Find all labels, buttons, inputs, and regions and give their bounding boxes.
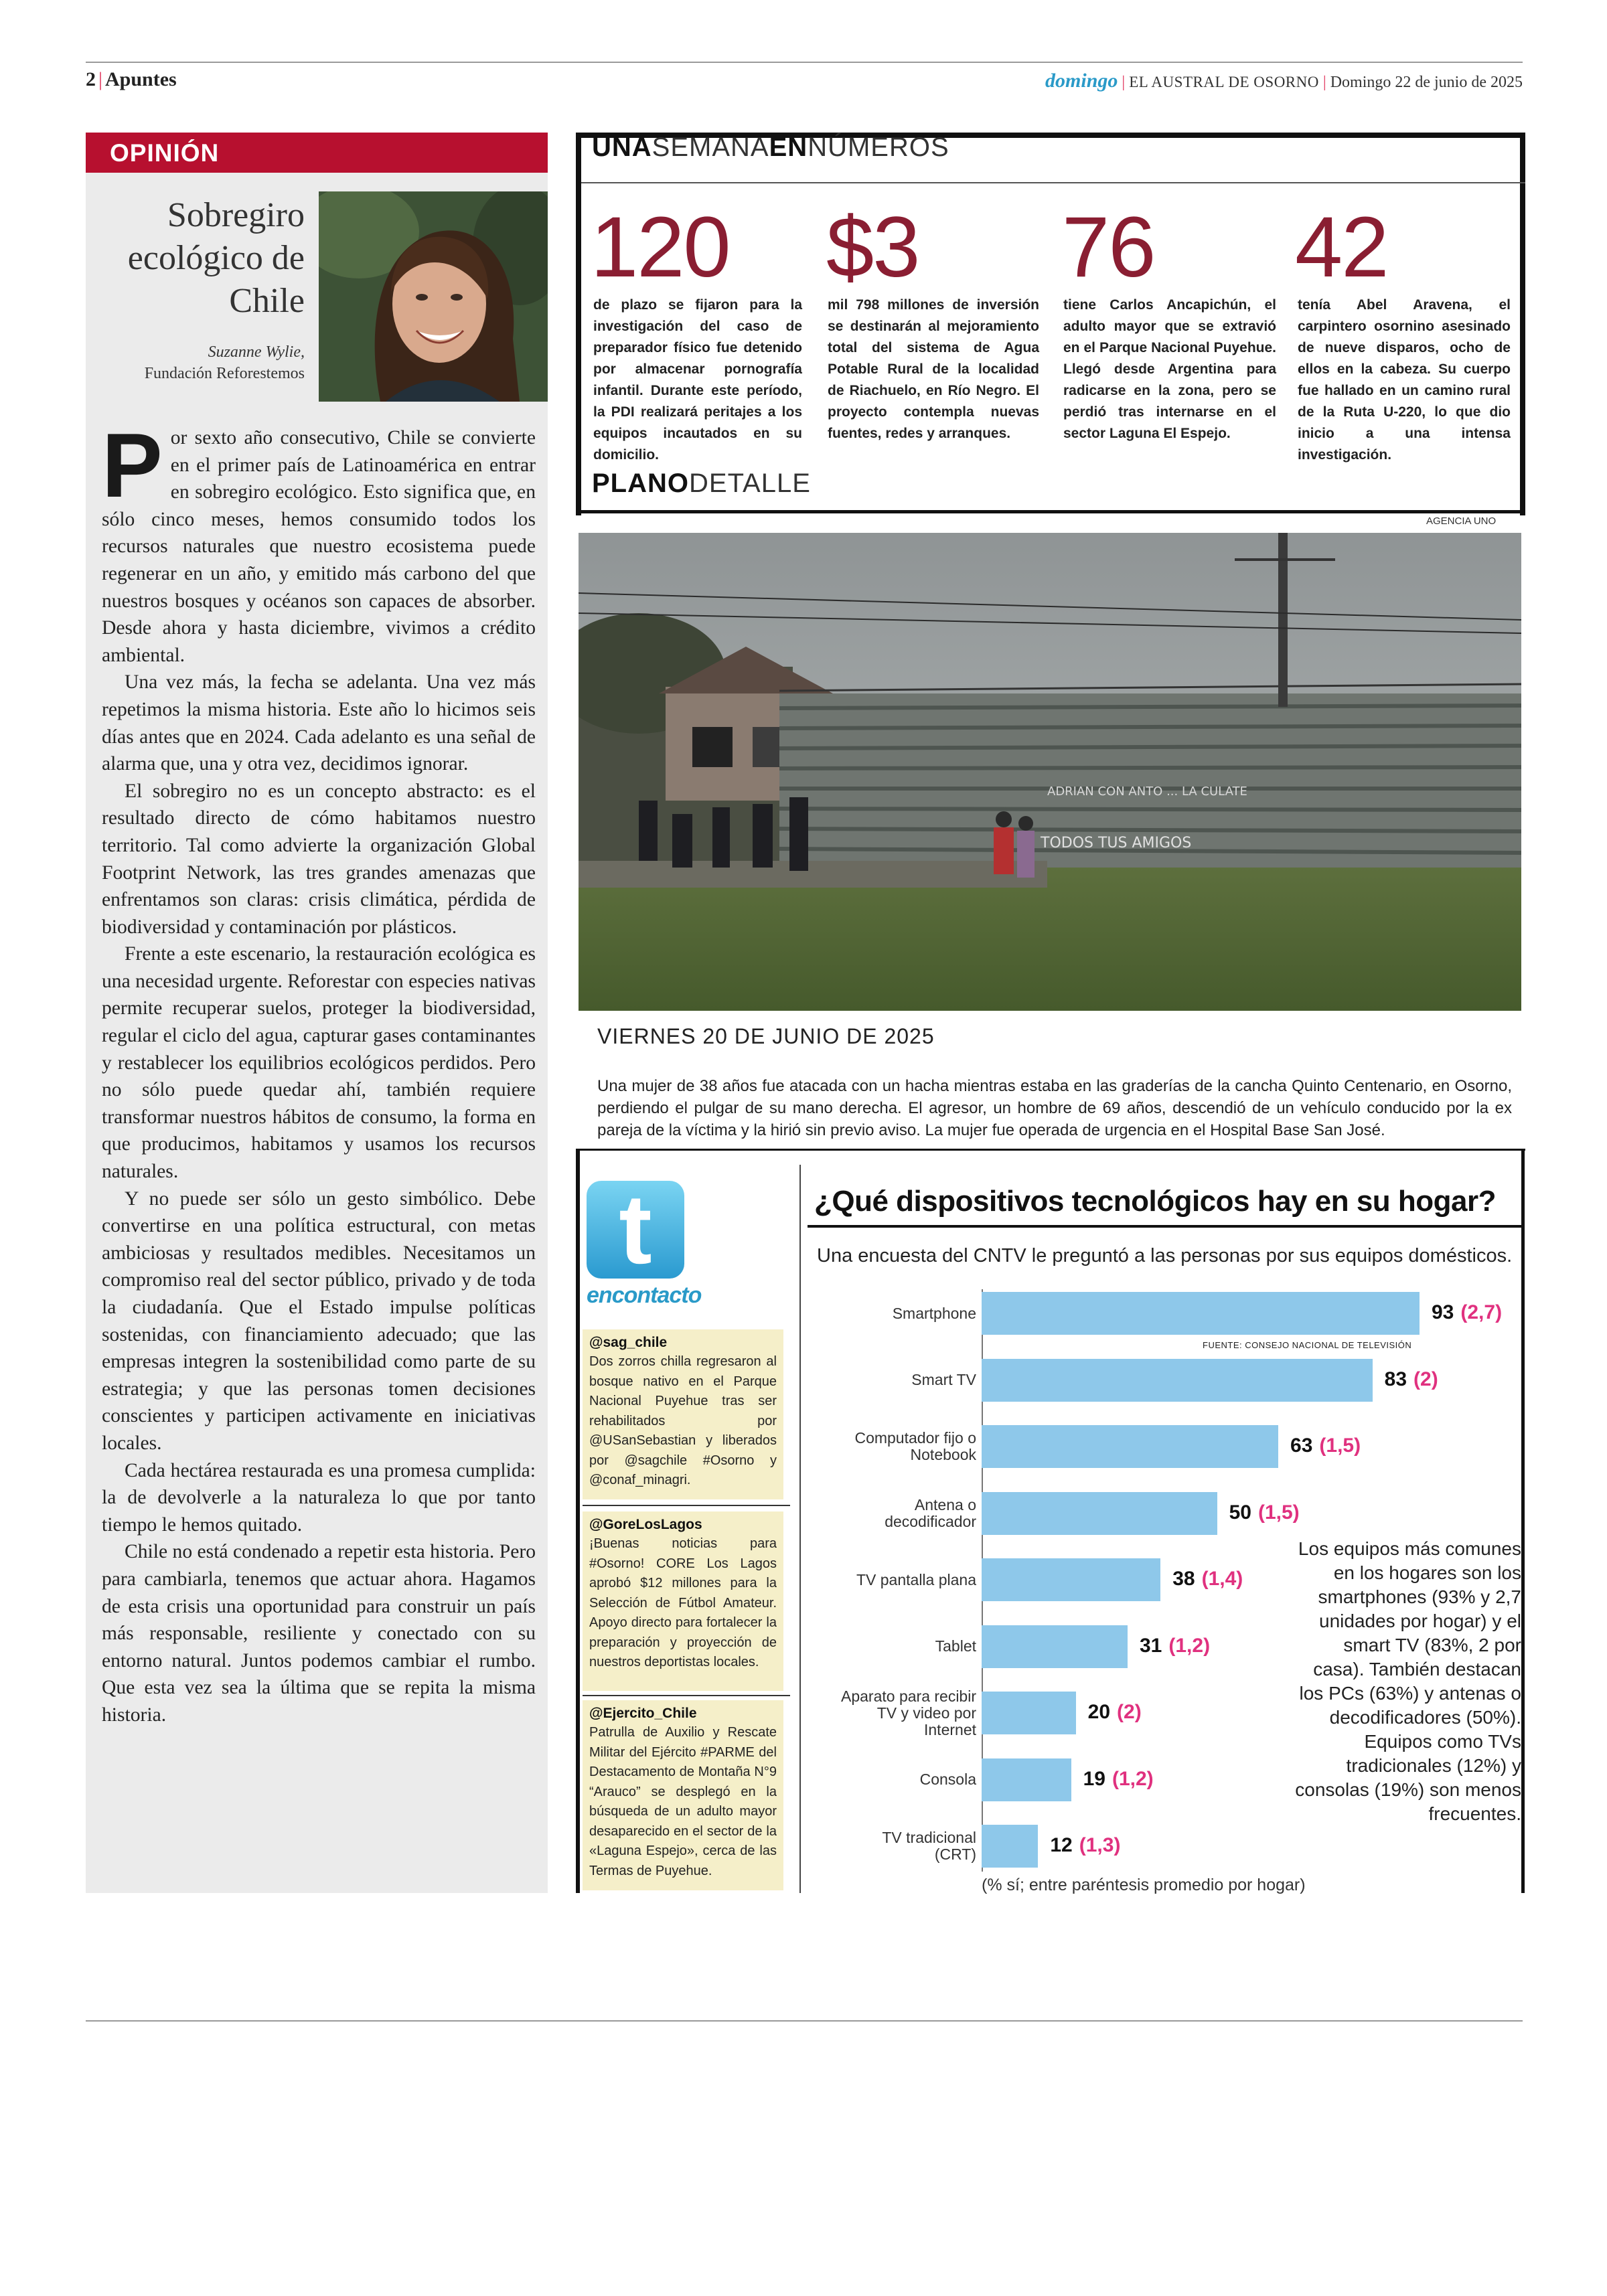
chart-bar (982, 1758, 1071, 1801)
tweet-card (583, 1700, 783, 1890)
title-part: SEMANA (652, 133, 769, 162)
value-average: (2) (1117, 1701, 1142, 1723)
value-percent: 12 (1050, 1834, 1073, 1856)
value-percent: 20 (1087, 1701, 1111, 1723)
semana-title (592, 133, 949, 163)
chart-bar (982, 1425, 1278, 1468)
frame-rule (576, 133, 581, 515)
value-percent: 38 (1172, 1568, 1195, 1590)
chart-bar (982, 1625, 1128, 1668)
value-average: (1,5) (1319, 1434, 1361, 1457)
title-part: UNA (592, 133, 652, 162)
value-average: (2) (1413, 1368, 1438, 1390)
chart-category-label (782, 1572, 976, 1588)
value-average: (1,4) (1201, 1568, 1243, 1590)
chart-value-label (1432, 1301, 1502, 1324)
tweet-card (583, 1329, 783, 1499)
frame-rule (1520, 133, 1525, 515)
opinion-paragraph: Chile no está condenado a repetir esta historia. Pero para cambiarla, tenemos que actuar ahora. Hagamos de esta crisis una oportunidad para construir un país más responsable, resiliente y conectado con su entorno natural. Juntos podemos cambiar el rumbo. Que esta vez sea la última que se repita la misma historia. (102, 1541, 536, 1726)
category-label-line: Smart TV (911, 1371, 976, 1388)
header-separator: | (1318, 74, 1330, 91)
chart-value-label (1229, 1501, 1300, 1524)
label-part: contacto (611, 1283, 702, 1308)
category-label-line: TV y video por (876, 1704, 976, 1722)
value-percent: 19 (1083, 1767, 1105, 1790)
chart-summary: Los equipos más comunes en los hogares son los smartphones (93% y 2,7 unidades por hogar) y el smart TV (83%, 2 por casa). También destacan los PCs (63%) y antenas o decodificadores (50%). Equipos como TVs tradicionales (12%) y consolas (19%) son menos frecuentes. (1295, 1538, 1521, 1824)
chart-category-label (782, 1305, 976, 1322)
chart-title-rule (808, 1225, 1521, 1228)
chart-category-label (782, 1372, 976, 1388)
chart-value-label (1140, 1635, 1210, 1657)
news-photo (579, 533, 1521, 1011)
category-label-line: Internet (924, 1720, 976, 1738)
chart-source: FUENTE: CONSEJO NACIONAL DE TELEVISIÓN (1203, 1340, 1412, 1350)
opinion-paragraph: El sobregiro no es un concepto abstracto: es el resultado directo de cómo habitamos nuestro territorio. Tal como advierte la organización Global Footprint Network, las tres grandes amenazas que enfrentamos son claras: crisis climática, pérdida de biodiversidad y contaminación por plásticos. (102, 780, 536, 938)
photo-date: VIERNES 20 DE JUNIO DE 2025 (597, 1024, 935, 1048)
category-label-line: Consola (919, 1771, 976, 1788)
tweet-handle: @sag_chile (589, 1335, 668, 1350)
chart-value-label (1050, 1834, 1120, 1857)
chart-category-label (782, 1829, 976, 1863)
chart-bar (982, 1558, 1160, 1601)
header-separator: | (1118, 74, 1130, 91)
category-label-line: Computador fijo o (854, 1429, 976, 1447)
value-percent: 93 (1432, 1301, 1454, 1323)
label-part: en (587, 1283, 612, 1308)
photo-credit: AGENCIA UNO (1426, 515, 1497, 527)
title-part: DETALLE (689, 469, 811, 498)
photo-caption: Una mujer de 38 años fue atacada con un hacha mientras estaba en las graderías de la cancha Quinto Centenario, en Osorno, perdiendo el pulgar de su mano derecha. El agresor, un hombre de 69 años, descendió de un vehículo conducido por la ex pareja de la víctima y la hirió sin previo aviso. La mujer fue operada de urgencia en el Hospital Base San José. (597, 1077, 1512, 1139)
opinion-paragraph: Y no puede ser sólo un gesto simbólico. Debe convertirse en una política estructural, con metas ambiciosas y resultados medibles. Necesitamos un compromiso real del sector público, privado y de toda la ciudadanía. Que el Estado impulse políticas sostenidas, con financiamiento adecuado; que las empresas integren la sostenibilidad como parte de su estrategia; y que las personas tomen decisiones conscientes y participen activamente en iniciativas locales. (102, 1187, 536, 1454)
opinion-paragraph: Cada hectárea restaurada es una promesa cumplida: la de devolverle a la naturaleza lo que por tanto tiempo le hemos quitado. (102, 1459, 536, 1536)
category-label-line: Smartphone (892, 1304, 976, 1322)
category-label-line: Tablet (935, 1637, 976, 1655)
value-average: (1,2) (1168, 1634, 1211, 1657)
footer-rule (86, 2020, 1523, 2022)
category-label-line: Notebook (910, 1446, 976, 1463)
stat-number: 42 (1295, 199, 1388, 295)
page-header-right (1045, 70, 1523, 92)
value-average: (1,5) (1257, 1501, 1300, 1524)
opinion-paragraph: Frente a este escenario, la restauración ecológica es una necesidad urgente. Reforestar con especies nativas permite recuperar suelos, proteger la biodiversidad, regular el ciclo del agua, capturar gases contaminantes y restablecer los equilibrios ecológicos perdidos. Pero no sólo puede quedar ahí, también requiere transformar nuestros hábitos de consumo, la forma en que producimos, habitamos y usamos los recursos naturales. (102, 943, 536, 1183)
drop-cap: P (102, 414, 163, 516)
category-label-line: decodificador (885, 1512, 976, 1530)
plano-title (592, 469, 811, 499)
section-name: Apuntes (105, 68, 177, 90)
chart-title: ¿Qué dispositivos tecnológicos hay en su hogar? (814, 1185, 1496, 1218)
chart-category-label (782, 1771, 976, 1788)
semana-rule (581, 182, 1525, 183)
category-label-line: Antena o (914, 1495, 976, 1513)
chart-bar (982, 1359, 1373, 1402)
stat-number: $3 (826, 199, 919, 295)
tweet-handle: @Ejercito_Chile (589, 1706, 697, 1721)
opinion-paragraph: Una vez más, la fecha se adelanta. Una vez más repetimos la misma historia. Este año lo hicimos seis días antes que en 2024. Cada adelanto es una señal de alarma que, una y otra vez, decidimos ignorar. (102, 671, 536, 775)
title-part: EN (769, 133, 808, 162)
chart-value-label (1083, 1768, 1154, 1791)
paragraph-text: or sexto año consecutivo, Chile se convierte en el primer país de Latinoamérica en entrar en sobregiro ecológico. Esto significa que, en sólo cinco meses, hemos consumido todos los recursos naturales que nuestro ecosistema puede regenerar en un año, y emitido más carbono del que nuestros bosques y océanos son capaces de absorber. Desde ahora y hasta diciembre, vivimos a crédito ambiental. (102, 427, 536, 666)
chart-value-label (1088, 1701, 1142, 1724)
chart-value-label (1172, 1568, 1243, 1590)
value-percent: 31 (1140, 1634, 1162, 1657)
value-average: (1,2) (1112, 1767, 1154, 1790)
category-label-line: TV tradicional (882, 1829, 976, 1846)
stat-text: mil 798 millones de inversión se destinarán al mejoramiento total del sistema de Agua Potable Rural de la localidad de Riachuelo, en Río Negro. El proyecto contempla nuevas fuentes, redes y arranques. (828, 297, 1039, 441)
chart-value-label (1385, 1368, 1438, 1391)
stat-text: tenía Abel Aravena, el carpintero osornino asesinado de nueve disparos, ocho de ellos en la cabeza. Su cuerpo fue hallado en un camino rural de la Ruta U-220, lo que dio inicio a una intensa investigación. (1298, 297, 1511, 463)
newspaper-name: EL AUSTRAL DE OSORNO (1129, 74, 1319, 90)
chart-category-label (782, 1497, 976, 1530)
title-part: PLANO (592, 469, 689, 498)
opinion-body (102, 414, 536, 1729)
category-label-line: TV pantalla plana (856, 1570, 976, 1588)
stat-text: de plazo se fijaron para la investigación del caso de preparador físico fue detenido por almacenar pornografía infantil. Durante este período, la PDI realizará peritajes a los equipos incautados en su domicilio. (593, 297, 802, 463)
category-label-line: (CRT) (934, 1846, 976, 1863)
frame-rule (577, 1149, 1525, 1151)
value-percent: 63 (1290, 1434, 1313, 1457)
value-percent: 83 (1384, 1368, 1407, 1390)
header-rule (86, 62, 1523, 63)
tweet-text: Dos zorros chilla regresaron al bosque nativo en el Parque Nacional Puyehue tras ser rehabilitados por @USanSebastian y liberados por @sagchile #Osorno y @conaf_minagri. (589, 1354, 777, 1487)
title-part: NÚMEROS (808, 133, 949, 162)
header-separator: | (98, 68, 103, 90)
opinion-author (100, 341, 305, 384)
brand-name: domingo (1045, 70, 1118, 92)
graffiti-text: TODOS TUS AMIGOS (1041, 835, 1192, 851)
stat-number: 76 (1062, 199, 1155, 295)
chart-bar (982, 1692, 1076, 1734)
stat-text: tiene Carlos Ancapichún, el adulto mayor que se extravió en el Parque Nacional Puyehue. Llegó desde Argentina para radicarse en la zona, pero se perdió tras internarse en el sector Laguna El Espejo. (1063, 297, 1276, 441)
opinion-title: Sobregiro ecológico de Chile (127, 196, 305, 320)
chart-subtitle: Una encuesta del CNTV le preguntó a las personas por sus equipos domésticos. (817, 1245, 1513, 1266)
chart-category-label (782, 1430, 976, 1463)
author-photo (319, 191, 548, 402)
author-organization: Fundación Reforestemos (144, 365, 305, 382)
tweet-handle: @GoreLosLagos (589, 1517, 702, 1532)
graffiti-text: ADRIAN CON ANTO ... LA CULATE (1047, 785, 1247, 799)
chart-bar (982, 1825, 1038, 1868)
tweet-divider (583, 1505, 790, 1506)
opinion-tag: OPINIÓN (110, 139, 220, 167)
chart-category-label (782, 1688, 976, 1738)
value-average: (2,7) (1460, 1301, 1503, 1323)
value-average: (1,3) (1079, 1834, 1121, 1856)
tweet-divider (583, 1695, 790, 1696)
opinion-paragraph (102, 414, 536, 669)
tweet-text: Patrulla de Auxilio y Rescate Militar del Ejército #PARME del Destacamento de Montaña N°9 “Arauco” se desplegó en la búsqueda de un adulto mayor desaparecido en el sector de la «Laguna Espejo», cerca de las Termas de Puyehue. (589, 1725, 777, 1878)
page-number: 2 (86, 68, 96, 90)
issue-date: Domingo 22 de junio de 2025 (1330, 74, 1523, 91)
chart-bar (982, 1492, 1217, 1535)
category-label-line: Aparato para recibir (841, 1687, 976, 1705)
author-name: Suzanne Wylie, (208, 343, 305, 361)
chart-value-label (1290, 1434, 1361, 1457)
chart-bar (982, 1292, 1420, 1335)
page-header-left (86, 68, 177, 91)
twitter-t-glyph: t (619, 1174, 652, 1285)
frame-rule (577, 510, 1525, 513)
chart-category-label (782, 1638, 976, 1655)
frame-rule (576, 1149, 580, 1893)
stat-number: 120 (591, 199, 730, 295)
tweet-text: ¡Buenas noticias para #Osorno! CORE Los Lagos aprobó $12 millones para la Selección de Fútbol Amateur. Apoyo directo para fortalecer la preparación y proyección de nuestros deportistas locales. (589, 1536, 777, 1669)
tweet-card (583, 1511, 783, 1691)
contacto-label (587, 1283, 701, 1309)
frame-rule (1521, 1149, 1525, 1893)
value-percent: 50 (1229, 1501, 1251, 1524)
chart-note: (% sí; entre paréntesis promedio por hogar) (982, 1876, 1306, 1894)
